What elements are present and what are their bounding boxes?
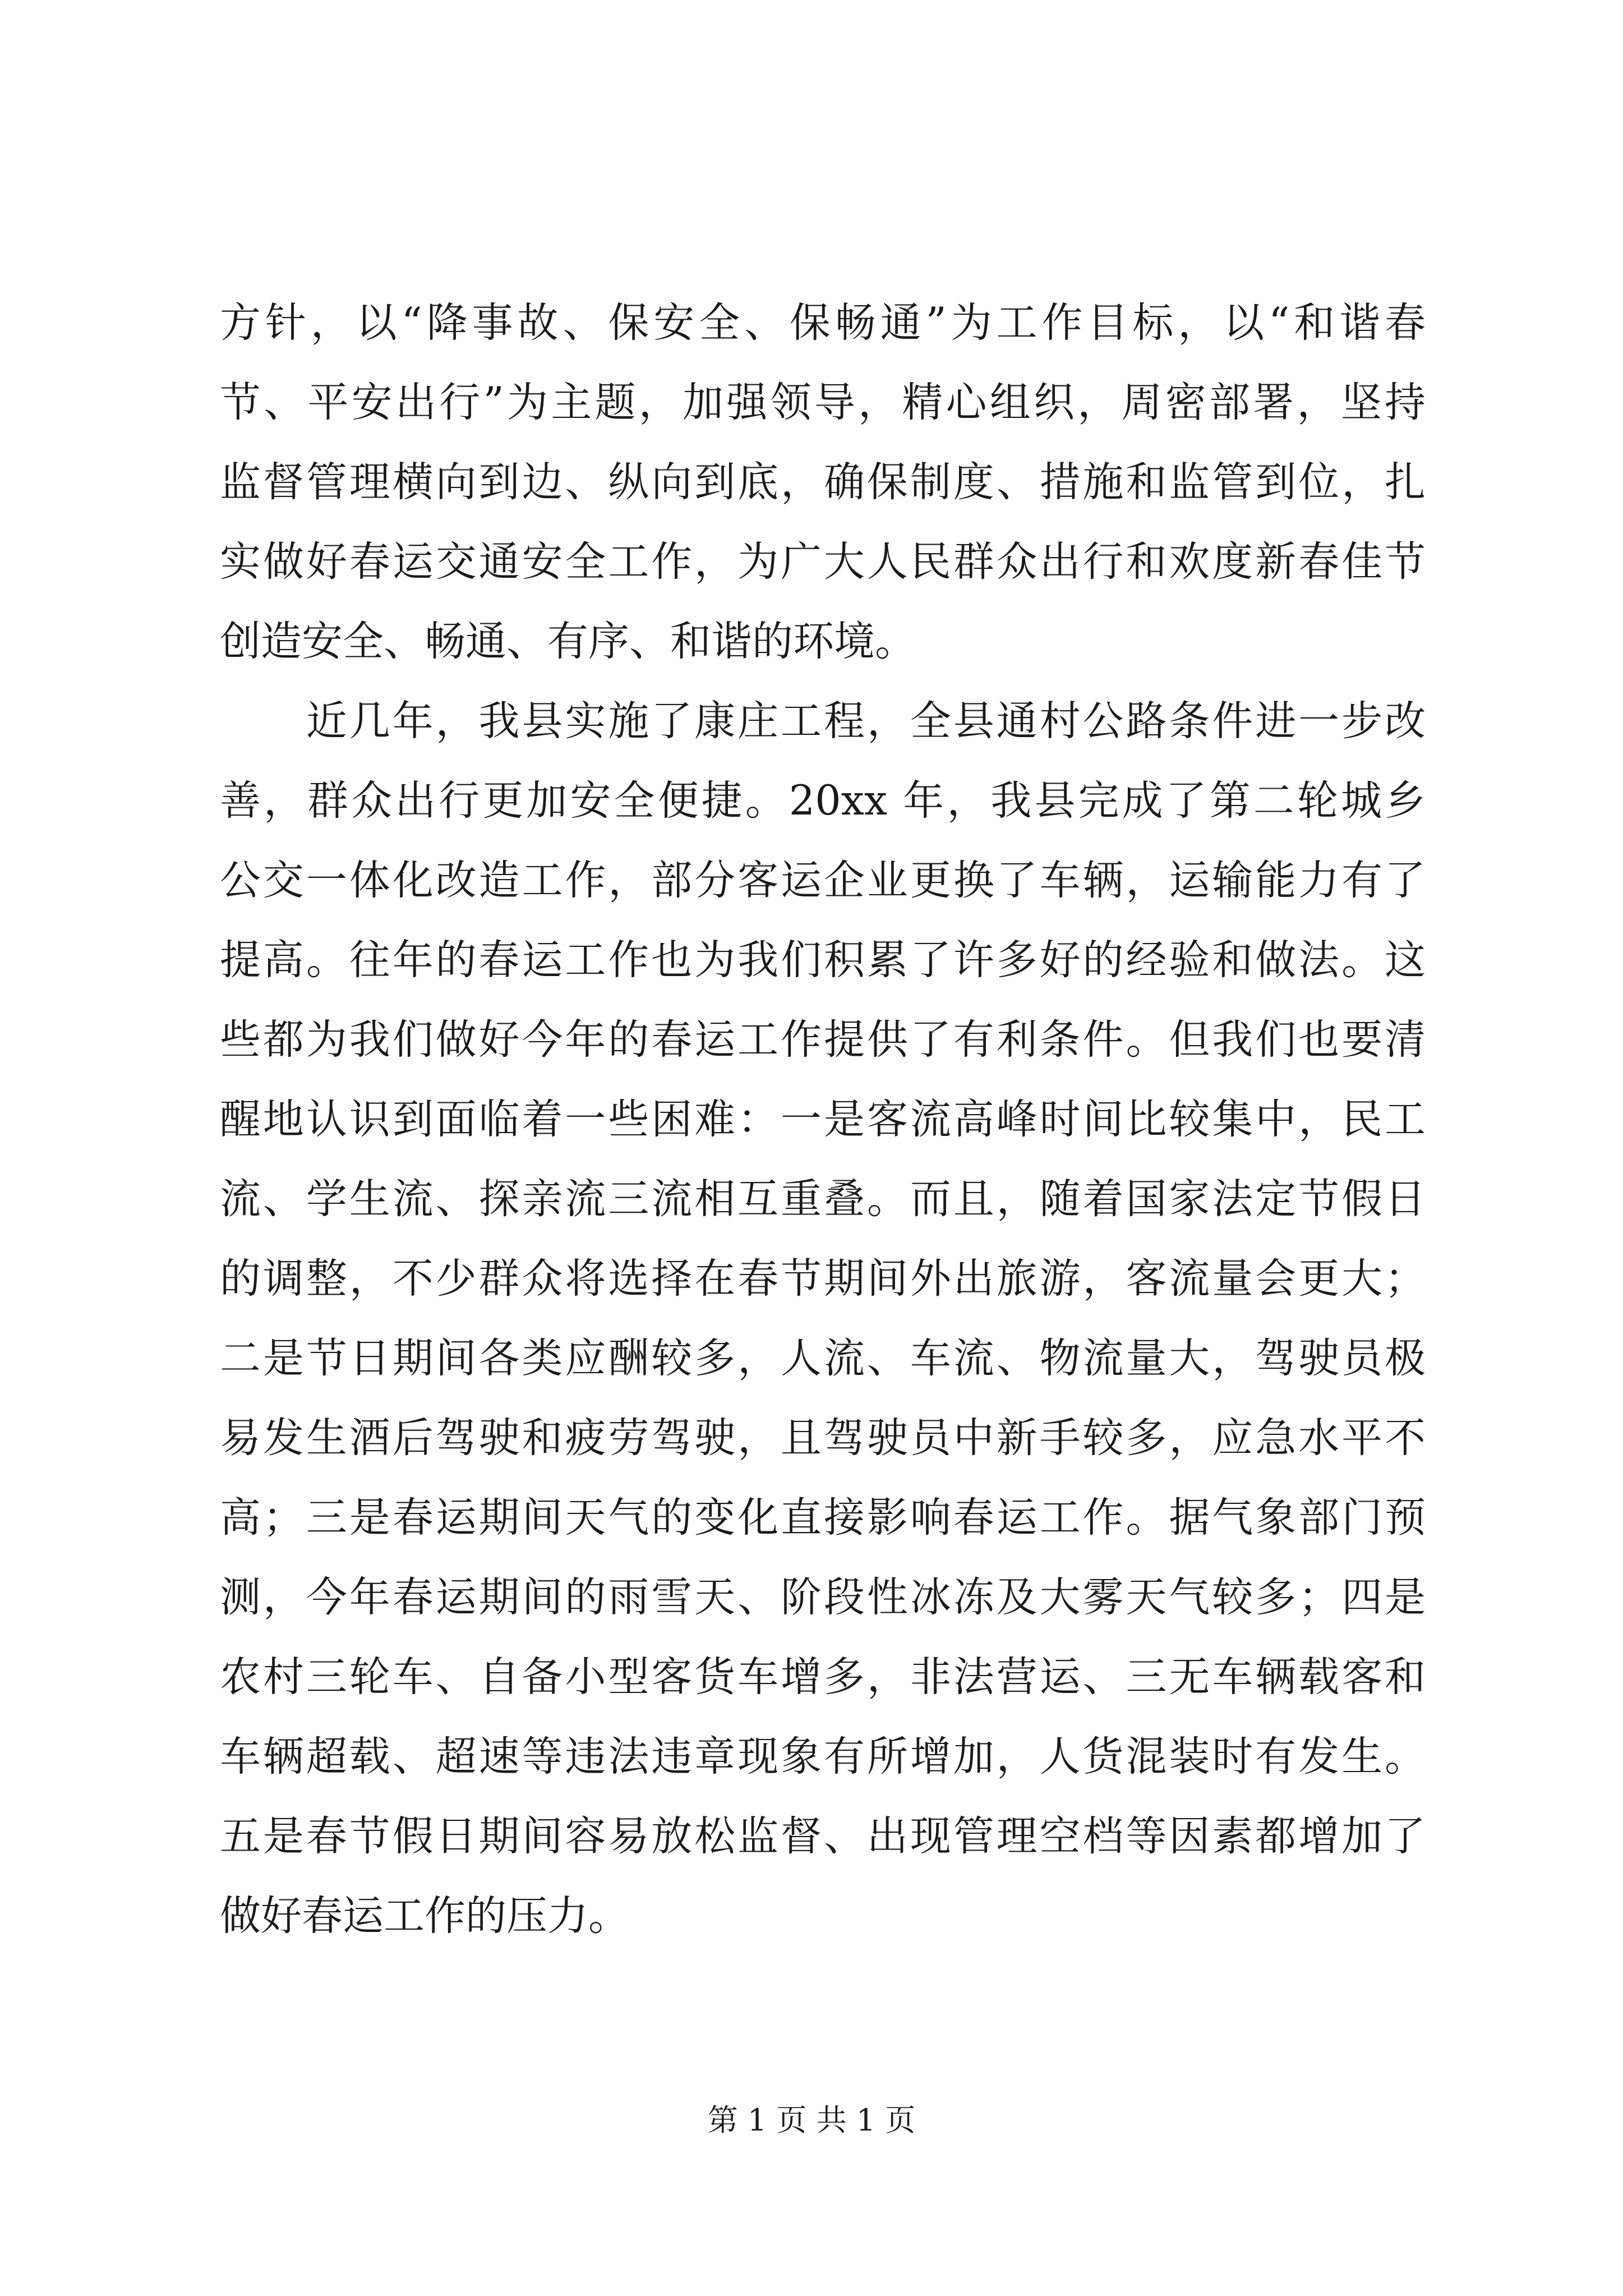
text-line: 做好春运工作的压力。 <box>220 1892 629 1940</box>
body-text <box>220 283 1426 1956</box>
text-line: 实做好春运交通安全工作，为广大人民群众出行和欢度新春佳节 <box>220 538 1426 586</box>
text-line: 善，群众出行更加安全便捷。20xx 年，我县完成了第二轮城乡 <box>220 777 1426 825</box>
text-line: 些都为我们做好今年的春运工作提供了有利条件。但我们也要清 <box>220 1016 1426 1064</box>
paragraph-2 <box>220 682 1426 1956</box>
text-line: 高；三是春运期间天气的变化直接影响春运工作。据气象部门预 <box>220 1494 1426 1542</box>
text-line: 流、学生流、探亲流三流相互重叠。而且，随着国家法定节假日 <box>220 1175 1426 1223</box>
text-line: 的调整，不少群众将选择在春节期间外出旅游，客流量会更大； <box>220 1255 1426 1303</box>
text-line: 方针，以“降事故、保安全、保畅通”为工作目标，以“和谐春 <box>220 299 1426 347</box>
text-line: 公交一体化改造工作，部分客运企业更换了车辆，运输能力有了 <box>220 857 1426 904</box>
text-line: 提高。往年的春运工作也为我们积累了许多好的经验和做法。这 <box>220 936 1426 984</box>
text-line: 车辆超载、超速等违法违章现象有所增加，人货混装时有发生。 <box>220 1733 1426 1780</box>
text-line: 五是春节假日期间容易放松监督、出现管理空档等因素都增加了 <box>220 1812 1426 1860</box>
page-footer: 第 1 页 共 1 页 <box>707 2102 916 2138</box>
text-line: 农村三轮车、自备小型客货车增多，非法营运、三无车辆载客和 <box>220 1653 1426 1701</box>
text-line: 节、平安出行”为主题，加强领导，精心组织，周密部署，坚持 <box>220 379 1426 426</box>
text-line: 测，今年春运期间的雨雪天、阶段性冰冻及大雾天气较多；四是 <box>220 1573 1426 1621</box>
text-line: 监督管理横向到边、纵向到底，确保制度、措施和监管到位，扎 <box>220 458 1426 506</box>
text-line: 易发生酒后驾驶和疲劳驾驶，且驾驶员中新手较多，应急水平不 <box>220 1414 1426 1462</box>
text-line: 二是节日期间各类应酬较多，人流、车流、物流量大，驾驶员极 <box>220 1335 1426 1382</box>
text-line: 近几年，我县实施了康庄工程，全县通村公路条件进一步改 <box>220 697 1426 745</box>
text-line: 醒地认识到面临着一些困难：一是客流高峰时间比较集中，民工 <box>220 1096 1426 1143</box>
paragraph-1 <box>220 283 1426 682</box>
text-line: 创造安全、畅通、有序、和谐的环境。 <box>220 618 916 665</box>
